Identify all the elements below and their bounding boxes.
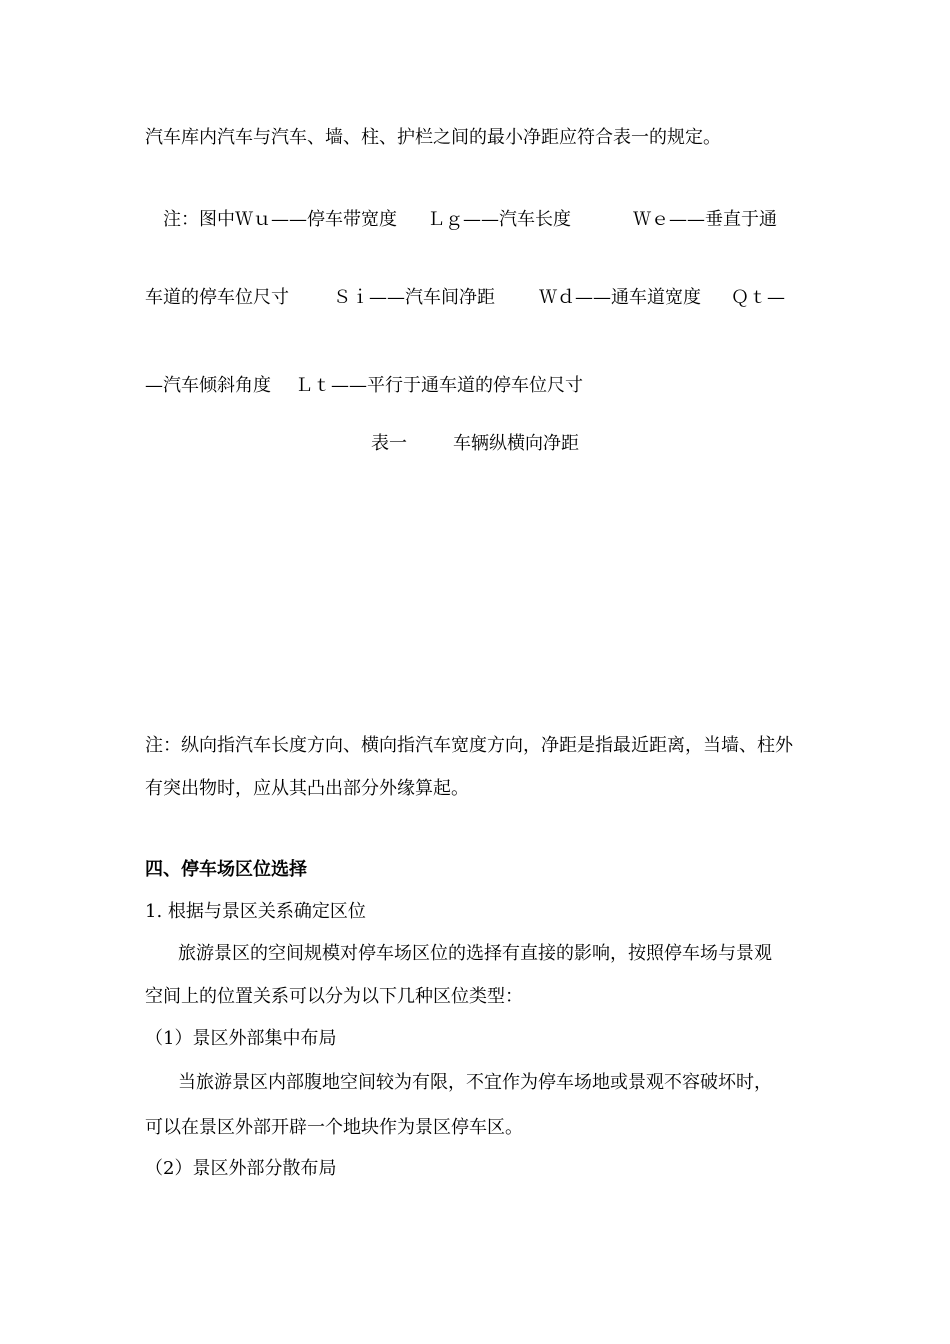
body-paragraph: 空间上的位置关系可以分为以下几种区位类型： <box>145 986 523 1007</box>
legend-wu: 注：图中Ｗｕ——停车带宽度 <box>163 209 397 230</box>
list-item: （1）景区外部集中布局 <box>145 1028 337 1049</box>
legend-si: Ｓｉ——汽车间净距 <box>333 287 495 308</box>
legend-qt: Ｑｔ— <box>731 287 785 308</box>
legend-note-line-2 <box>145 286 785 310</box>
legend-lt: Ｌｔ——平行于通车道的停车位尺寸 <box>295 375 583 396</box>
table-note-line: 注：纵向指汽车长度方向、横向指汽车宽度方向，净距是指最近距离，当墙、柱外 <box>145 735 793 756</box>
table-note-line: 有突出物时，应从其凸出部分外缘算起。 <box>145 778 469 799</box>
legend-qt-cont: —汽车倾斜角度 <box>145 375 271 396</box>
intro-paragraph: 汽车库内汽车与汽车、墙、柱、护栏之间的最小净距应符合表一的规定。 <box>145 127 721 148</box>
subsection-title: 1. 根据与景区关系确定区位 <box>145 901 366 922</box>
legend-note-line-3 <box>145 374 583 398</box>
body-paragraph: 当旅游景区内部腹地空间较为有限，不宜作为停车场地或景观不容破坏时， <box>178 1072 772 1093</box>
table-caption-title: 车辆纵横向净距 <box>453 433 579 454</box>
legend-note-line-1 <box>163 208 777 232</box>
list-item: （2）景区外部分散布局 <box>145 1158 337 1179</box>
table-caption <box>0 432 950 456</box>
table-caption-label: 表一 <box>371 433 407 454</box>
legend-wd: Ｗｄ——通车道宽度 <box>539 287 701 308</box>
legend-we: Ｗｅ——垂直于通 <box>633 209 777 230</box>
body-paragraph: 可以在景区外部开辟一个地块作为景区停车区。 <box>145 1117 523 1138</box>
legend-lg: Ｌｇ——汽车长度 <box>427 209 571 230</box>
section-title: 四、停车场区位选择 <box>145 859 307 880</box>
legend-we-cont: 车道的停车位尺寸 <box>145 287 289 308</box>
body-paragraph: 旅游景区的空间规模对停车场区位的选择有直接的影响，按照停车场与景观 <box>178 943 772 964</box>
